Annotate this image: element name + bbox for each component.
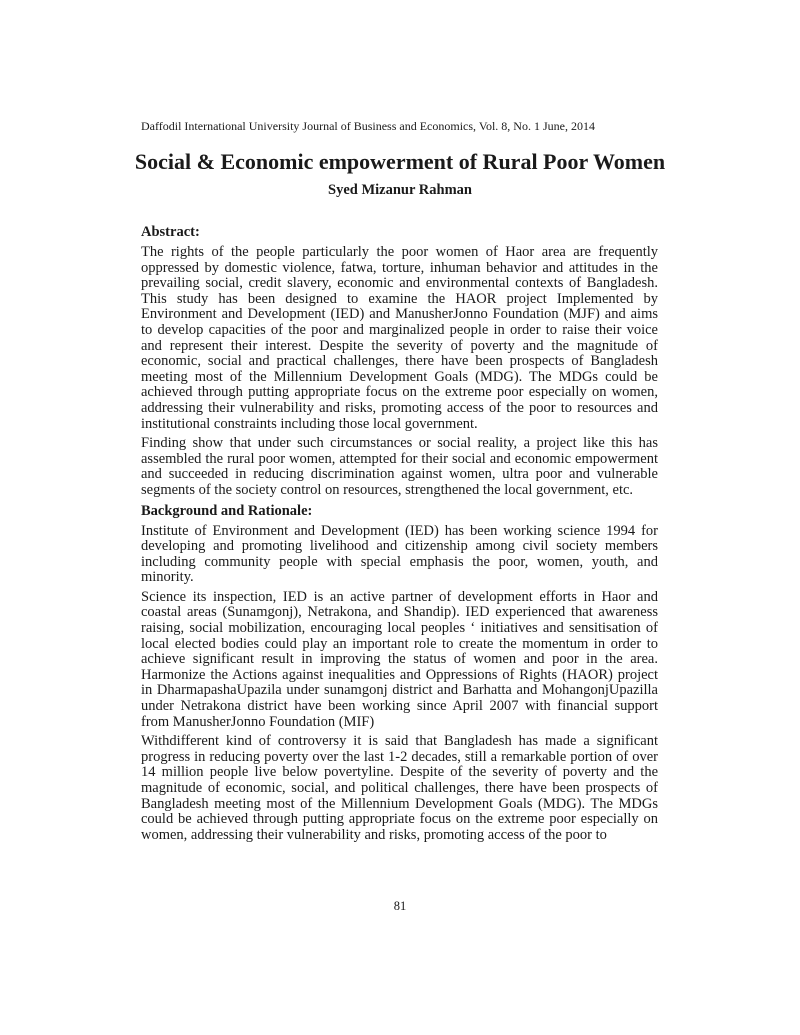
abstract-paragraph: Finding show that under such circumstances or social reality, a project like this has assembled the rural poor women, attempted for their social and economic empowerment and succeeded in reducing discrimination against women, ultra poor and vulnerable segments of the society control on resources, strengthened the local government, etc. <box>141 435 658 498</box>
article-body <box>141 224 658 847</box>
background-paragraph: Science its inspection, IED is an active partner of development efforts in Haor and coastal areas (Sunamgonj), Netrakona, and Shandip). IED experienced that awareness raising, social mobilization, encouraging local peoples ‘ initiatives and sensitisation of local elected bodies could play an important role to create the momentum in order to achieve significant result in improving the status of women and poor in the area. Harmonize the Actions against inequalities and Oppressions of Rights (HAOR) project in DharmapashaUpazila under sunamgonj district and Barhatta and MohangonjUpazilla under Netrakona district have been working since April 2007 with financial support from ManusherJonno Foundation (MIF) <box>141 588 658 730</box>
background-heading: Background and Rationale: <box>141 502 313 519</box>
background-section <box>141 503 658 844</box>
background-paragraph: Institute of Environment and Development (IED) has been working science 1994 for developing and promoting livelihood and citizenship among civil society members including community people with special emphasis the poor, women, youth, and minority. <box>141 522 658 586</box>
running-header: Daffodil International University Journal of Business and Economics, Vol. 8, No. 1 June, 2014 <box>141 119 595 133</box>
paper-title: Social & Economic empowerment of Rural Poor Women <box>134 149 666 174</box>
abstract-paragraph: The rights of the people particularly the poor women of Haor area are frequently oppressed by domestic violence, fatwa, torture, inhuman behavior and attitudes in the prevailing social, credit slavery, economic and environmental contexts of Bangladesh. This study has been designed to examine the HAOR project Implemented by Environment and Development (IED) and ManusherJonno Foundation (MJF) and aims to develop capacities of the poor and marginalized people in order to raise their voice and represent their interest. Despite the severity of poverty and the magnitude of economic, social and practical challenges, there have been prospects of Bangladesh meeting most of the Millennium Development Goals (MDG). The MDGs could be achieved through putting appropriate focus on the extreme poor especially on women, addressing their vulnerability and risks, promoting access of the poor to resources and institutional constraints including those local government. <box>141 244 658 432</box>
page-number: 81 <box>393 899 407 913</box>
abstract-heading: Abstract: <box>141 224 200 240</box>
author-name: Syed Mizanur Rahman <box>328 182 472 198</box>
background-paragraph: Withdifferent kind of controversy it is said that Bangladesh has made a significant progress in reducing poverty over the last 1-2 decades, still a remarkable portion of over 14 million people live below povertyline. Despite of the severity of poverty and the magnitude of economic, social, and political challenges, there have been prospects of Bangladesh meeting most of the Millennium Development Goals (MDG). The MDGs could be achieved through putting appropriate focus on the extreme poor especially on women, addressing their vulnerability and risks, promoting access of the poor to <box>141 733 658 843</box>
abstract-section <box>141 224 658 499</box>
